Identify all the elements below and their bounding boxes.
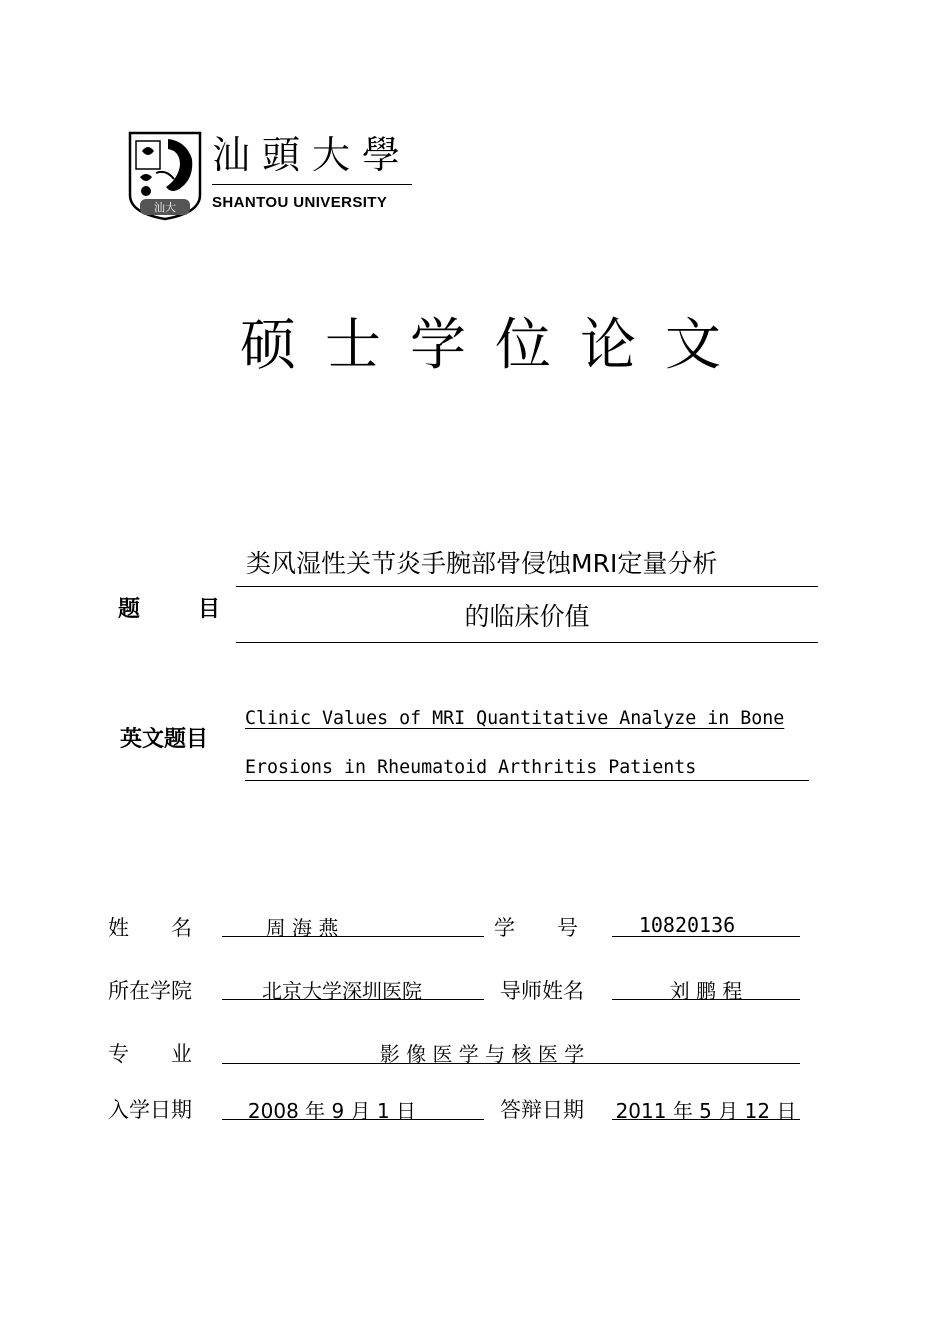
name-value: 周 海 燕 (265, 916, 339, 940)
defense-date-underline (612, 1119, 800, 1120)
enroll-date-label: 入学日期 (108, 1098, 192, 1122)
defense-date-label: 答辩日期 (500, 1098, 584, 1122)
student-id-value: 10820136 (638, 913, 736, 937)
english-topic-label: 英文题目 (120, 727, 209, 752)
college-underline (222, 999, 484, 1000)
student-id-label: 学 号 (494, 916, 578, 940)
english-topic-line-1: Clinic Values of MRI Quantitative Analyze in Bone (245, 708, 785, 729)
advisor-label: 导师姓名 (500, 979, 584, 1003)
enroll-date-value: 2008 年 9 月 1 日 (247, 1099, 417, 1123)
major-label: 专 业 (108, 1042, 192, 1066)
advisor-underline (612, 999, 800, 1000)
document-title: 硕士学位论文 (240, 313, 750, 378)
university-name-en: SHANTOU UNIVERSITY (212, 194, 388, 211)
topic-label-part2: 目 (198, 597, 221, 622)
college-label: 所在学院 (108, 979, 192, 1003)
topic-underline-2 (236, 642, 818, 643)
topic-underline-1 (236, 586, 818, 587)
advisor-value: 刘 鹏 程 (669, 979, 743, 1003)
student-id-underline (612, 936, 800, 937)
topic-line-2: 的临床价值 (464, 602, 590, 631)
name-label: 姓 名 (108, 916, 192, 940)
university-emblem-icon (126, 129, 204, 221)
college-value: 北京大学深圳医院 (262, 979, 422, 1003)
major-underline (222, 1063, 800, 1064)
name-underline (222, 936, 484, 937)
enroll-date-underline (222, 1119, 484, 1120)
topic-line-1: 类风湿性关节炎手腕部骨侵蚀MRI定量分析 (246, 549, 718, 578)
seal-text: 汕大 (154, 201, 176, 214)
topic-label-part1: 题 (118, 597, 141, 622)
english-topic-underline (245, 780, 809, 781)
logo-divider (212, 184, 412, 185)
major-value: 影 像 医 学 与 核 医 学 (379, 1042, 585, 1066)
defense-date-value: 2011 年 5 月 12 日 (615, 1099, 797, 1123)
english-topic-line-2: Erosions in Rheumatoid Arthritis Patients (245, 757, 697, 778)
university-name-cn: 汕頭大學 (212, 133, 413, 177)
